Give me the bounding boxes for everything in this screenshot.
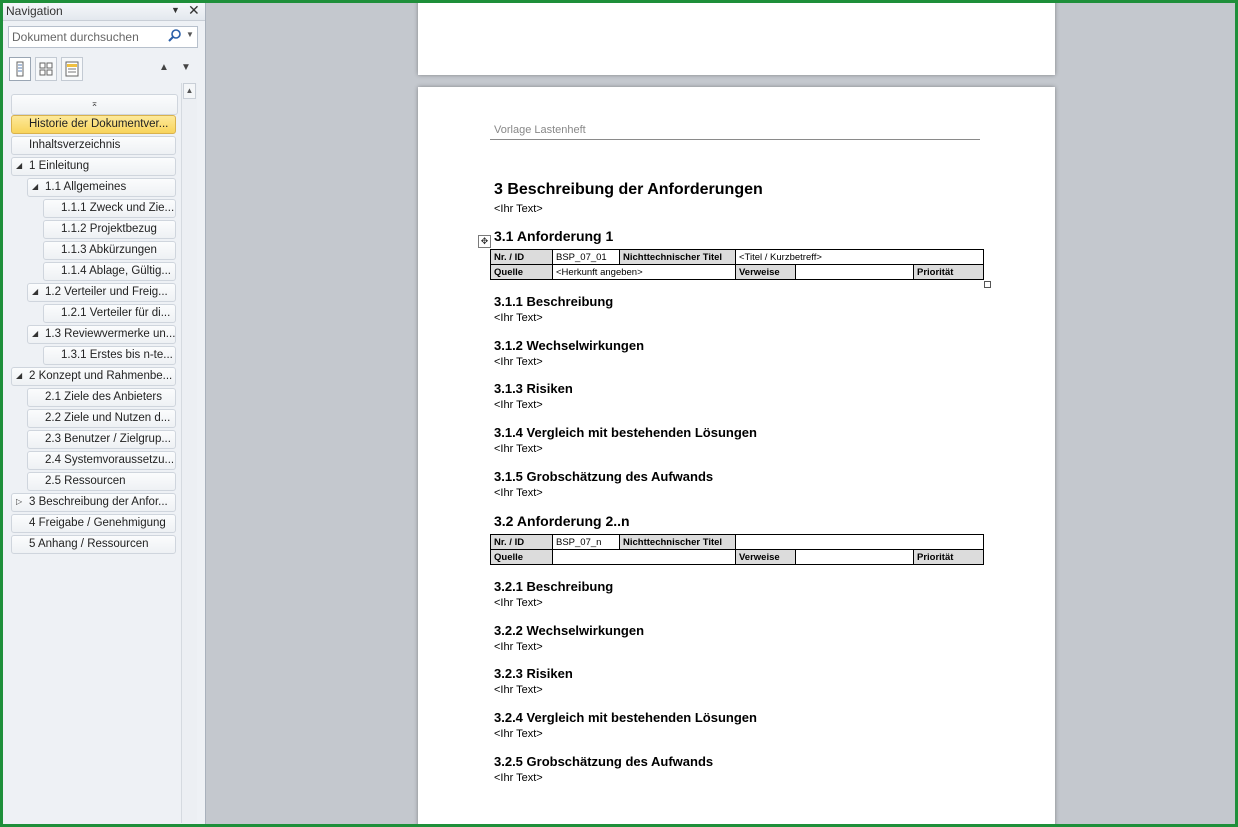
- nav-item[interactable]: [27, 283, 176, 302]
- body-text[interactable]: <Ihr Text>: [494, 728, 543, 741]
- word-window: [3, 3, 1235, 824]
- heading-3[interactable]: 3.2.1 Beschreibung: [494, 579, 614, 594]
- table-label: Nr. / ID: [491, 535, 553, 550]
- nav-item[interactable]: [11, 493, 176, 512]
- table-label: Verweise: [736, 550, 796, 565]
- nav-item-label: 2.1 Ziele des Anbieters: [45, 391, 162, 403]
- body-text[interactable]: <Ihr Text>: [494, 203, 543, 215]
- nav-item-label: 3 Beschreibung der Anfor...: [29, 496, 168, 508]
- page-header: Vorlage Lastenheft: [494, 124, 586, 136]
- body-text[interactable]: <Ihr Text>: [494, 486, 543, 499]
- nav-title-bar: [3, 3, 205, 21]
- nav-item-label: 1 Einleitung: [29, 160, 90, 172]
- nav-item[interactable]: [27, 430, 176, 449]
- nav-item[interactable]: [43, 262, 176, 281]
- nav-item[interactable]: [43, 346, 176, 365]
- nav-item-label: 1.1 Allgemeines: [45, 181, 127, 193]
- heading-3[interactable]: 3.1.4 Vergleich mit bestehenden Lösungen: [494, 425, 757, 441]
- heading-3[interactable]: 3.2.2 Wechselwirkungen: [494, 622, 645, 638]
- heading-3[interactable]: 3.2.4 Vergleich mit bestehenden Lösungen: [494, 710, 757, 726]
- heading-tree: [11, 91, 181, 821]
- body-text[interactable]: <Ihr Text>: [494, 684, 543, 697]
- nav-item-label: 2 Konzept und Rahmenbe...: [29, 370, 173, 382]
- nav-item-label: 1.2.1 Verteiler für di...: [61, 307, 171, 319]
- nav-item[interactable]: [43, 304, 176, 323]
- nav-item[interactable]: [27, 325, 176, 344]
- search-dropdown-icon[interactable]: ▼: [186, 30, 194, 39]
- search-icon[interactable]: [167, 28, 183, 44]
- nav-item-label: 2.3 Benutzer / Zielgrup...: [45, 433, 171, 445]
- table-cell[interactable]: <Herkunft angeben>: [553, 265, 736, 280]
- expand-toggle-icon[interactable]: ▷: [16, 497, 23, 506]
- table-cell[interactable]: BSP_07_01: [553, 250, 620, 265]
- table-label: Nichttechnischer Titel: [620, 535, 736, 550]
- table-label: Quelle: [491, 550, 553, 565]
- table-cell[interactable]: [795, 550, 913, 565]
- nav-item[interactable]: [11, 367, 176, 386]
- expand-toggle-icon[interactable]: ◢: [16, 371, 23, 380]
- nav-item-label: 5 Anhang / Ressourcen: [29, 538, 149, 550]
- page-previous: [418, 3, 1055, 75]
- body-text[interactable]: <Ihr Text>: [494, 312, 543, 324]
- nav-item-label: 2.5 Ressourcen: [45, 475, 126, 487]
- nav-item-label: 2.4 Systemvoraussetzu...: [45, 454, 175, 466]
- nav-item-label: 1.3.1 Erstes bis n-te...: [61, 349, 173, 361]
- search-input[interactable]: [8, 26, 198, 48]
- nav-item-label: 4 Freigabe / Genehmigung: [29, 517, 166, 529]
- nav-item[interactable]: [11, 535, 176, 554]
- table-label: Verweise: [736, 265, 796, 280]
- nav-item-label: Inhaltsverzeichnis: [29, 139, 121, 151]
- nav-item[interactable]: [27, 409, 176, 428]
- search-placeholder: Dokument durchsuchen: [12, 30, 139, 44]
- nav-item-label: 1.2 Verteiler und Freig...: [45, 286, 168, 298]
- next-heading-icon[interactable]: ▼: [181, 62, 191, 73]
- table-label: Priorität: [914, 550, 984, 565]
- nav-item-label: Historie der Dokumentver...: [29, 118, 169, 130]
- table-label: Quelle: [491, 265, 553, 280]
- page-current: [418, 87, 1055, 824]
- heading-3[interactable]: 3.1.1 Beschreibung: [494, 294, 614, 309]
- expand-toggle-icon[interactable]: ◢: [32, 287, 39, 296]
- table-cell[interactable]: BSP_07_n: [553, 535, 620, 550]
- expand-toggle-icon[interactable]: ◢: [32, 329, 39, 338]
- nav-item[interactable]: [27, 388, 176, 407]
- body-text[interactable]: <Ihr Text>: [494, 355, 543, 368]
- results-list-icon: [62, 58, 82, 80]
- headings-view-button[interactable]: [9, 57, 31, 81]
- table-cell[interactable]: <Titel / Kurzbetreff>: [736, 250, 984, 265]
- heading-3[interactable]: 3.2.5 Grobschätzung des Aufwands: [494, 753, 714, 769]
- table-label: Nichttechnischer Titel: [620, 250, 736, 265]
- close-icon[interactable]: ✕: [188, 3, 200, 18]
- scroll-up-icon[interactable]: ▲: [183, 83, 196, 99]
- nav-item[interactable]: [43, 199, 176, 218]
- heading-req1[interactable]: 3.1 Anforderung 1: [494, 228, 614, 244]
- body-text[interactable]: <Ihr Text>: [494, 597, 543, 609]
- body-text[interactable]: <Ihr Text>: [494, 399, 543, 412]
- nav-title: Navigation: [6, 4, 63, 18]
- nav-item-label: 1.1.1 Zweck und Zie...: [61, 202, 175, 214]
- nav-item[interactable]: [11, 136, 176, 155]
- expand-toggle-icon[interactable]: ◢: [16, 161, 23, 170]
- nav-item[interactable]: [43, 220, 176, 239]
- table-label: Priorität: [914, 265, 984, 280]
- nav-item-label: 1.1.4 Ablage, Gültig...: [61, 265, 171, 277]
- heading-req2[interactable]: 3.2 Anforderung 2..n: [494, 513, 630, 529]
- previous-heading-icon[interactable]: ▲: [159, 62, 169, 73]
- nav-item-label: 2.2 Ziele und Nutzen d...: [45, 412, 171, 424]
- table-cell[interactable]: [795, 265, 913, 280]
- nav-item[interactable]: [11, 157, 176, 176]
- requirement-table-1[interactable]: [490, 249, 984, 280]
- headings-view-icon: [10, 58, 30, 80]
- thumbnails-icon: [36, 58, 56, 80]
- heading-1[interactable]: 3 Beschreibung der Anforderungen: [494, 181, 763, 198]
- heading-3[interactable]: 3.2.3 Risiken: [494, 666, 573, 682]
- expand-toggle-icon[interactable]: ◢: [32, 182, 39, 191]
- collapse-all-button[interactable]: ⌅: [11, 94, 178, 115]
- pages-view-button[interactable]: [35, 57, 57, 81]
- requirement-table-2[interactable]: [490, 534, 984, 565]
- body-text[interactable]: <Ihr Text>: [494, 640, 543, 653]
- body-text[interactable]: <Ihr Text>: [494, 771, 543, 784]
- header-rule: [490, 139, 980, 140]
- nav-item[interactable]: [11, 115, 176, 134]
- results-view-button[interactable]: [61, 57, 83, 81]
- nav-item[interactable]: [43, 241, 176, 260]
- nav-item-label: 1.1.2 Projektbezug: [61, 223, 157, 235]
- nav-item[interactable]: [27, 472, 176, 491]
- table-resize-handle[interactable]: [984, 281, 991, 288]
- table-cell[interactable]: [736, 535, 984, 550]
- navigation-pane: [3, 3, 206, 824]
- heading-3[interactable]: 3.1.5 Grobschätzung des Aufwands: [494, 468, 714, 484]
- pane-options-icon[interactable]: ▼: [171, 5, 180, 15]
- nav-scrollbar[interactable]: [181, 83, 197, 823]
- body-text[interactable]: <Ihr Text>: [494, 443, 543, 456]
- table-move-handle-icon[interactable]: ✥: [478, 235, 491, 248]
- nav-item-label: 1.3 Reviewvermerke un...: [45, 328, 176, 340]
- nav-item-label: 1.1.3 Abkürzungen: [61, 244, 157, 256]
- nav-item[interactable]: [11, 514, 176, 533]
- heading-3[interactable]: 3.1.3 Risiken: [494, 381, 573, 397]
- nav-item[interactable]: [27, 451, 176, 470]
- nav-item[interactable]: [27, 178, 176, 197]
- table-label: Nr. / ID: [491, 250, 553, 265]
- table-cell[interactable]: [553, 550, 736, 565]
- heading-3[interactable]: 3.1.2 Wechselwirkungen: [494, 337, 645, 353]
